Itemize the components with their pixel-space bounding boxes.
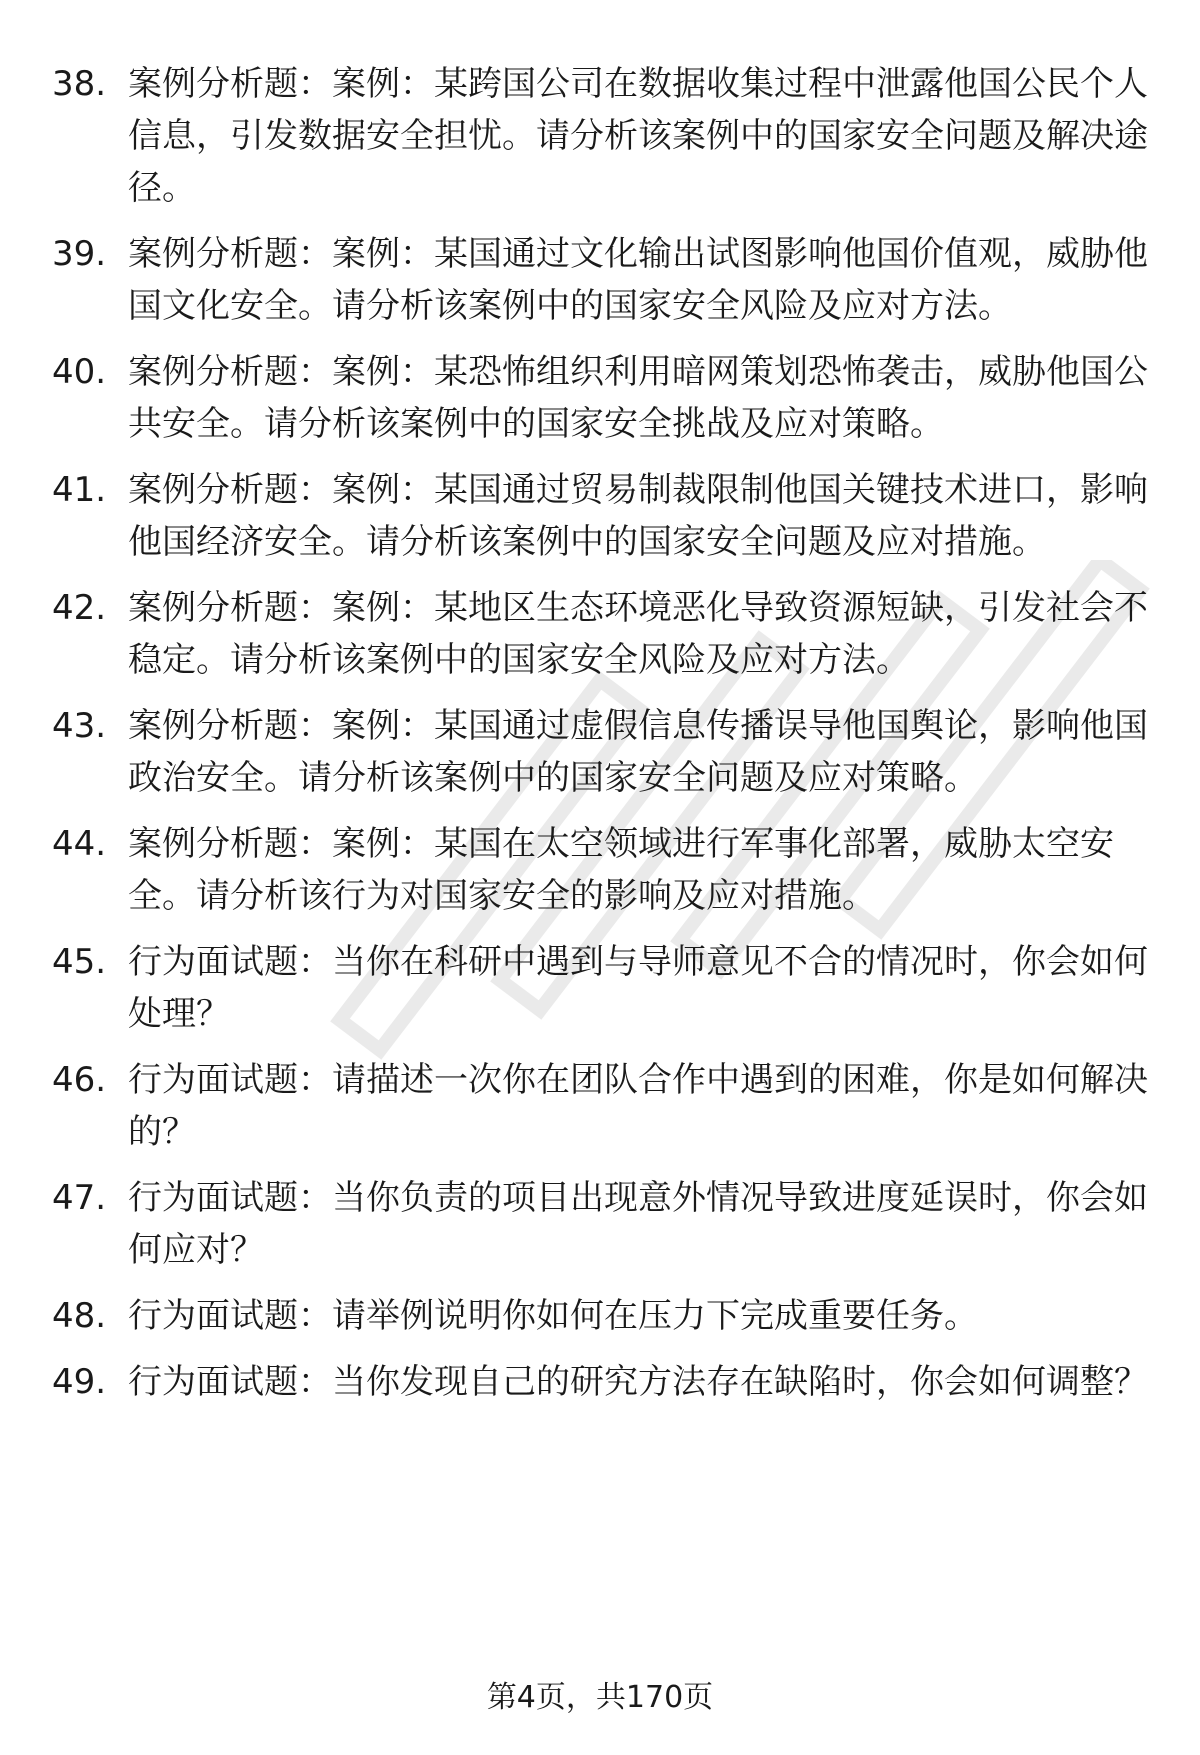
question-number: 40. (52, 352, 107, 392)
question-text: 案例分析题：案例：某国通过贸易制裁限制他国关键技术进口，影响他国经济安全。请分析该案例中的国家安全问题及应对措施。 (128, 470, 1148, 562)
question-number: 47. (52, 1178, 107, 1218)
question-number: 42. (52, 588, 107, 628)
question-text: 行为面试题：当你发现自己的研究方法存在缺陷时，你会如何调整？ (128, 1362, 1148, 1402)
question-item (52, 700, 1152, 804)
question-item (52, 58, 1152, 214)
question-item (52, 818, 1152, 922)
question-text: 案例分析题：案例：某恐怖组织利用暗网策划恐怖袭击，威胁他国公共安全。请分析该案例中的国家安全挑战及应对策略。 (128, 352, 1148, 444)
question-number: 38. (52, 64, 107, 104)
question-number: 43. (52, 706, 107, 746)
question-text: 行为面试题：当你在科研中遇到与导师意见不合的情况时，你会如何处理？ (128, 942, 1148, 1034)
question-item (52, 1290, 1152, 1342)
question-item (52, 582, 1152, 686)
question-number: 46. (52, 1060, 107, 1100)
question-item (52, 1054, 1152, 1158)
question-text: 行为面试题：请举例说明你如何在压力下完成重要任务。 (128, 1296, 978, 1336)
question-list (52, 58, 1152, 1422)
question-text: 行为面试题：当你负责的项目出现意外情况导致进度延误时，你会如何应对？ (128, 1178, 1148, 1270)
question-number: 41. (52, 470, 107, 510)
question-item (52, 1356, 1152, 1408)
question-text: 案例分析题：案例：某跨国公司在数据收集过程中泄露他国公民个人信息，引发数据安全担忧。请分析该案例中的国家安全问题及解决途径。 (128, 64, 1148, 208)
page-footer (0, 1678, 1200, 1718)
question-number: 49. (52, 1362, 107, 1402)
question-number: 44. (52, 824, 107, 864)
question-item (52, 936, 1152, 1040)
question-number: 45. (52, 942, 107, 982)
page-number-label: 第4页，共170页 (486, 1680, 714, 1715)
question-text: 案例分析题：案例：某国在太空领域进行军事化部署，威胁太空安全。请分析该行为对国家安全的影响及应对措施。 (128, 824, 1114, 916)
question-number: 48. (52, 1296, 107, 1336)
question-item (52, 346, 1152, 450)
question-number: 39. (52, 234, 107, 274)
question-item (52, 1172, 1152, 1276)
question-text: 案例分析题：案例：某国通过虚假信息传播误导他国舆论，影响他国政治安全。请分析该案例中的国家安全问题及应对策略。 (128, 706, 1148, 798)
question-item (52, 464, 1152, 568)
question-text: 案例分析题：案例：某地区生态环境恶化导致资源短缺，引发社会不稳定。请分析该案例中的国家安全风险及应对方法。 (128, 588, 1148, 680)
question-item (52, 228, 1152, 332)
question-text: 案例分析题：案例：某国通过文化输出试图影响他国价值观，威胁他国文化安全。请分析该案例中的国家安全风险及应对方法。 (128, 234, 1148, 326)
question-text: 行为面试题：请描述一次你在团队合作中遇到的困难，你是如何解决的？ (128, 1060, 1148, 1152)
